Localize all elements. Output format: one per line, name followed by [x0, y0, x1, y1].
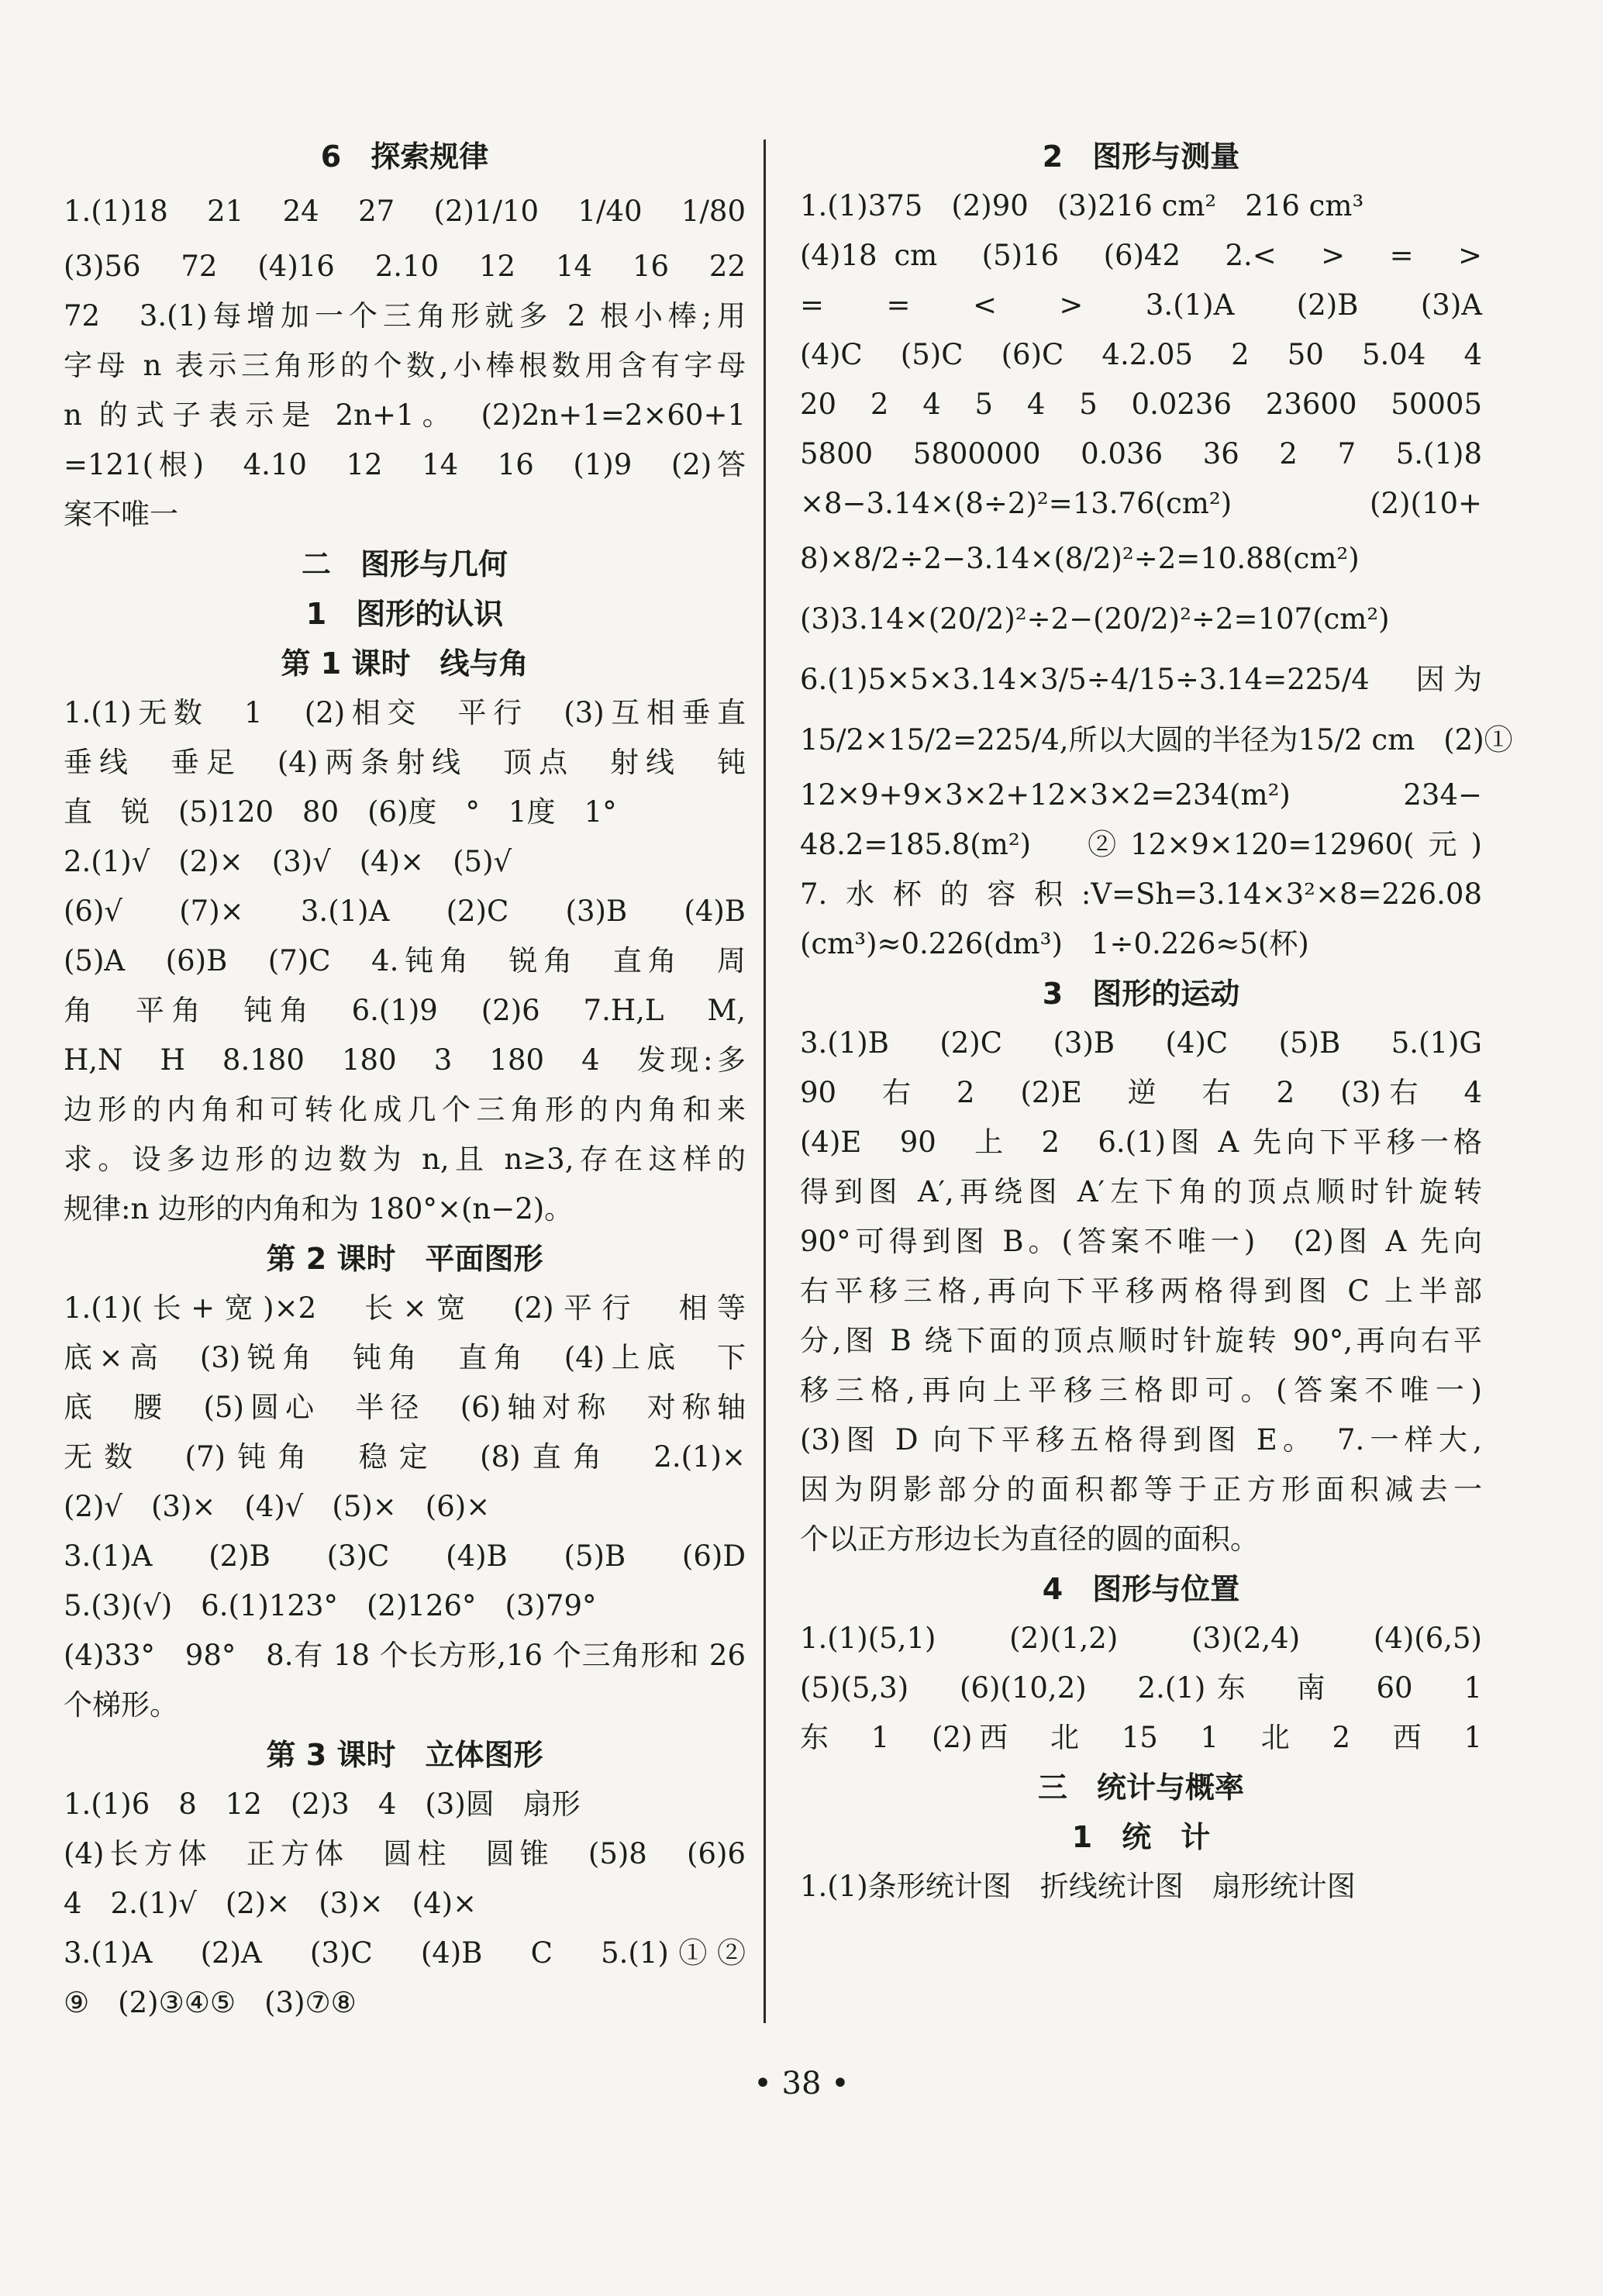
- answer-line: 规律:n 边形的内角和为 180°×(n−2)。: [64, 1192, 574, 1226]
- answer-line: 1.(1)条形统计图 折线统计图 扇形统计图: [800, 1870, 1356, 1903]
- section-heading: 6 探索规律: [320, 140, 489, 174]
- section-heading: 三 统计与概率: [1037, 1770, 1244, 1805]
- left-column: [64, 132, 746, 2028]
- answer-line: (3)56 72 (4)16 2.10 12 14 16 22: [64, 250, 746, 283]
- answer-line: 得到图 A′,再绕图 A′左下角的顶点顺时针旋转: [800, 1175, 1482, 1208]
- section-heading: 2 图形与测量: [1042, 140, 1240, 174]
- answer-line: 15/2×15/2=225/4,所以大圆的半径为15/2 cm (2)①: [800, 723, 1513, 757]
- page-number: • 38 •: [753, 2066, 850, 2101]
- section-heading: 3 图形的运动: [1042, 977, 1240, 1011]
- answer-line: 5.(3)(√) 6.(1)123° (2)126° (3)79°: [64, 1589, 597, 1622]
- answer-line: 右平移三格,再向下平移两格得到图 C 上半部: [800, 1274, 1482, 1308]
- answer-line: (4)E 90 上 2 6.(1)图 A 先向下平移一格: [800, 1126, 1482, 1159]
- answer-line: 个以正方形边长为直径的圆的面积。: [800, 1522, 1259, 1556]
- answer-line: H,N H 8.180 180 3 180 4 发现:多: [64, 1043, 746, 1077]
- answer-line: 3.(1)A (2)A (3)C (4)B C 5.(1)①②: [64, 1936, 746, 1970]
- answer-line: =121(根) 4.10 12 14 16 (1)9 (2)答: [64, 448, 746, 481]
- column-divider: [764, 140, 766, 2023]
- answer-line: ×8−3.14×(8÷2)²=13.76(cm²) (2)(10+: [800, 487, 1482, 520]
- answer-line: 字母 n 表示三角形的个数,小棒根数用含有字母: [64, 349, 746, 382]
- answer-line: 20 2 4 5 4 5 0.0236 23600 50005: [800, 388, 1482, 421]
- answer-line: 72 3.(1)每增加一个三角形就多 2 根小棒;用: [64, 299, 746, 333]
- section-heading: 1 统 计: [1071, 1820, 1211, 1854]
- right-column: [800, 132, 1513, 1912]
- answer-line: ⑨ (2)③④⑤ (3)⑦⑧: [64, 1986, 357, 2019]
- answer-line: 2.(1)√ (2)× (3)√ (4)× (5)√: [64, 845, 512, 878]
- answer-line: 垂线 垂足 (4)两条射线 顶点 射线 钝: [64, 746, 746, 779]
- answer-line: 6.(1)5×5×3.14×3/5÷4/15÷3.14=225/4 因为: [800, 663, 1482, 696]
- section-heading: 第 2 课时 平面图形: [266, 1242, 543, 1276]
- answer-line: n 的式子表示是 2n+1。 (2)2n+1=2×60+1: [64, 398, 746, 432]
- section-heading: 4 图形与位置: [1042, 1572, 1240, 1606]
- answer-line: 1.(1)6 8 12 (2)3 4 (3)圆 扇形: [64, 1788, 581, 1821]
- answer-line: 底 腰 (5)圆心 半径 (6)轴对称 对称轴: [64, 1391, 746, 1424]
- answer-line: 4 2.(1)√ (2)× (3)× (4)×: [64, 1887, 477, 1920]
- answer-line: (6)√ (7)× 3.(1)A (2)C (3)B (4)B: [64, 895, 746, 928]
- answer-line: 90 右 2 (2)E 逆 右 2 (3)右 4: [800, 1076, 1482, 1109]
- answer-line: 3.(1)A (2)B (3)C (4)B (5)B (6)D: [64, 1539, 746, 1573]
- answer-line: (5)A (6)B (7)C 4.钝角 锐角 直角 周: [64, 944, 746, 977]
- answer-line: 角 平角 钝角 6.(1)9 (2)6 7.H,L M,: [64, 994, 746, 1027]
- answer-line: 1.(1)无数 1 (2)相交 平行 (3)互相垂直: [64, 696, 746, 729]
- section-heading: 二 图形与几何: [301, 547, 508, 581]
- answer-line: (3)图 D 向下平移五格得到图 E。 7.一样大,: [800, 1423, 1482, 1457]
- answer-line: (3)3.14×(20/2)²÷2−(20/2)²÷2=107(cm²): [800, 602, 1390, 636]
- answer-line: (2)√ (3)× (4)√ (5)× (6)×: [64, 1490, 491, 1523]
- answer-line: (4)18 cm (5)16 (6)42 2.< > = >: [800, 239, 1482, 272]
- section-heading: 1 图形的认识: [305, 597, 504, 631]
- answer-line: = = < > 3.(1)A (2)B (3)A: [800, 288, 1482, 322]
- answer-line: 90°可得到图 B。(答案不唯一) (2)图 A 先向: [800, 1225, 1482, 1258]
- answer-line: 1.(1)375 (2)90 (3)216 cm² 216 cm³: [800, 189, 1364, 222]
- answer-line: 移三格,再向上平移三格即可。(答案不唯一): [800, 1374, 1482, 1407]
- section-heading: 第 1 课时 线与角: [281, 646, 529, 681]
- answer-line: 东 1 (2)西 北 15 1 北 2 西 1: [800, 1721, 1482, 1754]
- answer-line: 12×9+9×3×2+12×3×2=234(m²) 234−: [800, 778, 1482, 812]
- answer-line: 个梯形。: [64, 1688, 178, 1722]
- answer-line: 求。设多边形的边数为 n,且 n≥3,存在这样的: [64, 1143, 746, 1176]
- answer-line: 1.(1)(长+宽)×2 长×宽 (2)平行 相等: [64, 1291, 746, 1325]
- answer-line: 48.2=185.8(m²) ②12×9×120=12960(元): [800, 828, 1482, 861]
- answer-line: (5)(5,3) (6)(10,2) 2.(1)东 南 60 1: [800, 1671, 1482, 1705]
- section-heading: 第 3 课时 立体图形: [266, 1738, 543, 1772]
- answer-line: (4)33° 98° 8.有 18 个长方形,16 个三角形和 26: [64, 1639, 746, 1672]
- answer-line: 无数 (7)钝角 稳定 (8)直角 2.(1)×: [64, 1440, 746, 1474]
- answer-line: (4)长方体 正方体 圆柱 圆锥 (5)8 (6)6: [64, 1837, 746, 1870]
- answer-line: (cm³)≈0.226(dm³) 1÷0.226≈5(杯): [800, 927, 1309, 960]
- answer-line: 1.(1)18 21 24 27 (2)1/10 1/40 1/80: [64, 195, 746, 228]
- answer-line: 案不唯一: [64, 498, 178, 531]
- answer-line: 1.(1)(5,1) (2)(1,2) (3)(2,4) (4)(6,5): [800, 1622, 1482, 1655]
- answer-line: 8)×8/2÷2−3.14×(8/2)²÷2=10.88(cm²): [800, 542, 1360, 575]
- answer-line: 7.水杯的容积:V=Sh=3.14×3²×8=226.08: [800, 877, 1482, 911]
- answer-line: 因为阴影部分的面积都等于正方形面积减去一: [800, 1473, 1482, 1506]
- answer-line: 3.(1)B (2)C (3)B (4)C (5)B 5.(1)G: [800, 1026, 1482, 1060]
- answer-line: 底×高 (3)锐角 钝角 直角 (4)上底 下: [64, 1341, 746, 1374]
- answer-line: 分,图 B 绕下面的顶点顺时针旋转 90°,再向右平: [800, 1324, 1482, 1357]
- answer-line: 边形的内角和可转化成几个三角形的内角和来: [64, 1093, 746, 1126]
- answer-line: (4)C (5)C (6)C 4.2.05 2 50 5.04 4: [800, 338, 1482, 371]
- answer-line: 5800 5800000 0.036 36 2 7 5.(1)8: [800, 437, 1482, 471]
- answer-line: 直 锐 (5)120 80 (6)度 ° 1度 1°: [64, 795, 617, 829]
